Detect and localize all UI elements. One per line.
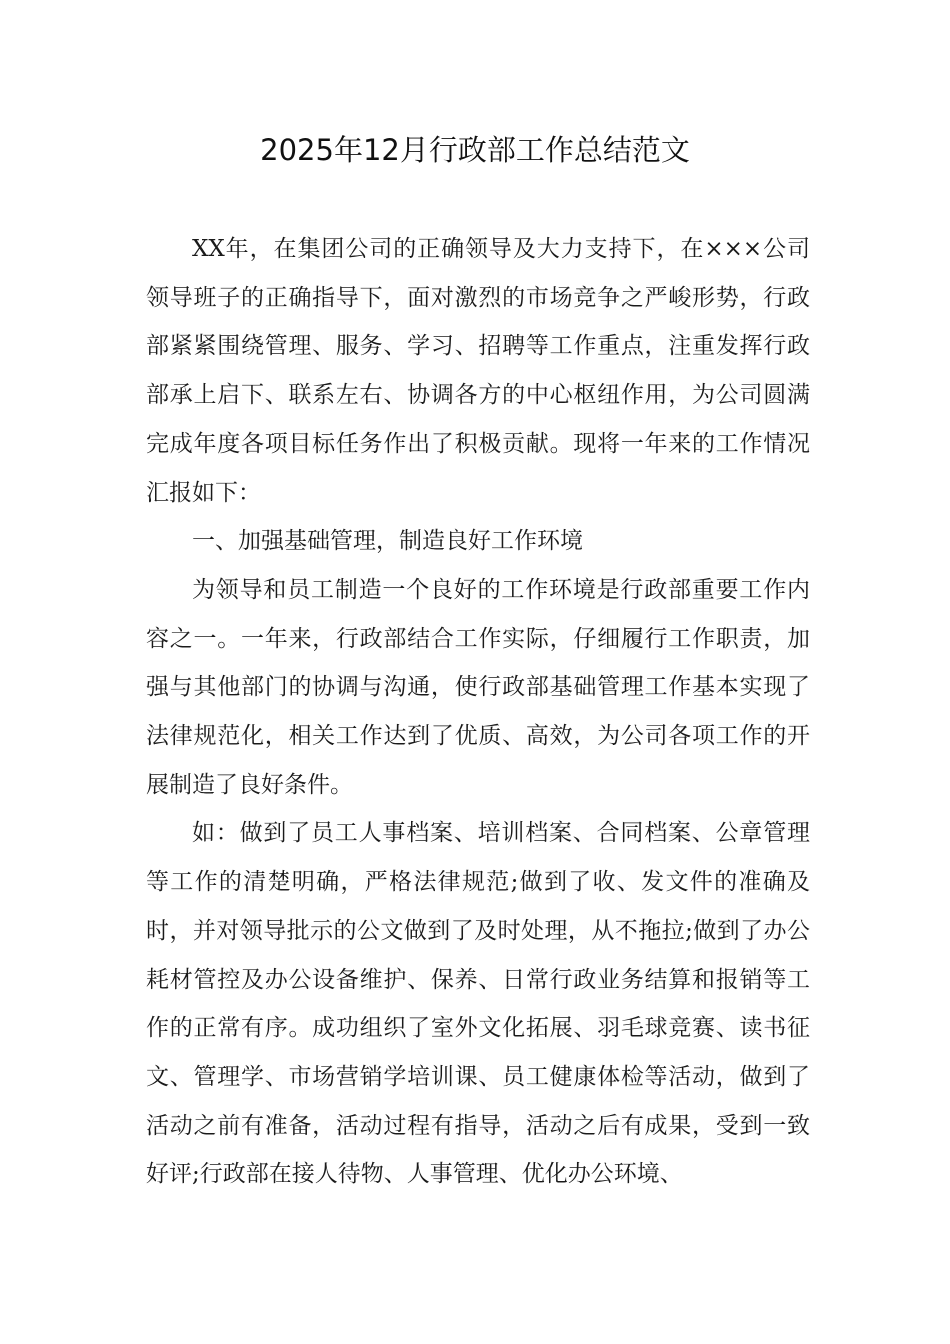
document-body xyxy=(146,225,810,1199)
paragraph-environment: 为领导和员工制造一个良好的工作环境是行政部重要工作内容之一。一年来，行政部结合工作实际，仔细履行工作职责，加强与其他部门的协调与沟通，使行政部基础管理工作基本实现了法律规范化，相关工作达到了优质、高效，为公司各项工作的开展制造了良好条件。 xyxy=(146,576,810,798)
paragraph-intro: XX年，在集团公司的正确领导及大力支持下，在×××公司领导班子的正确指导下，面对激烈的市场竞争之严峻形势，行政部紧紧围绕管理、服务、学习、招聘等工作重点，注重发挥行政部承上启下、联系左右、协调各方的中心枢纽作用，为公司圆满完成年度各项目标任务作出了积极贡献。现将一年来的工作情况汇报如下： xyxy=(146,236,810,506)
document-title: 2025年12月行政部工作总结范文 xyxy=(260,133,690,167)
paragraph-examples: 如：做到了员工人事档案、培训档案、合同档案、公章管理等工作的清楚明确，严格法律规范;做到了收、发文件的准确及时，并对领导批示的公文做到了及时处理，从不拖拉;做到了办公耗材管控及办公设备维护、保养、日常行政业务结算和报销等工作的正常有序。成功组织了室外文化拓展、羽毛球竞赛、读书征文、管理学、市场营销学培训课、员工健康体检等活动，做到了活动之前有准备，活动过程有指导，活动之后有成果，受到一致好评;行政部在接人待物、人事管理、优化办公环境、 xyxy=(146,820,810,1188)
section-heading-1: 一、加强基础管理，制造良好工作环境 xyxy=(192,528,583,555)
